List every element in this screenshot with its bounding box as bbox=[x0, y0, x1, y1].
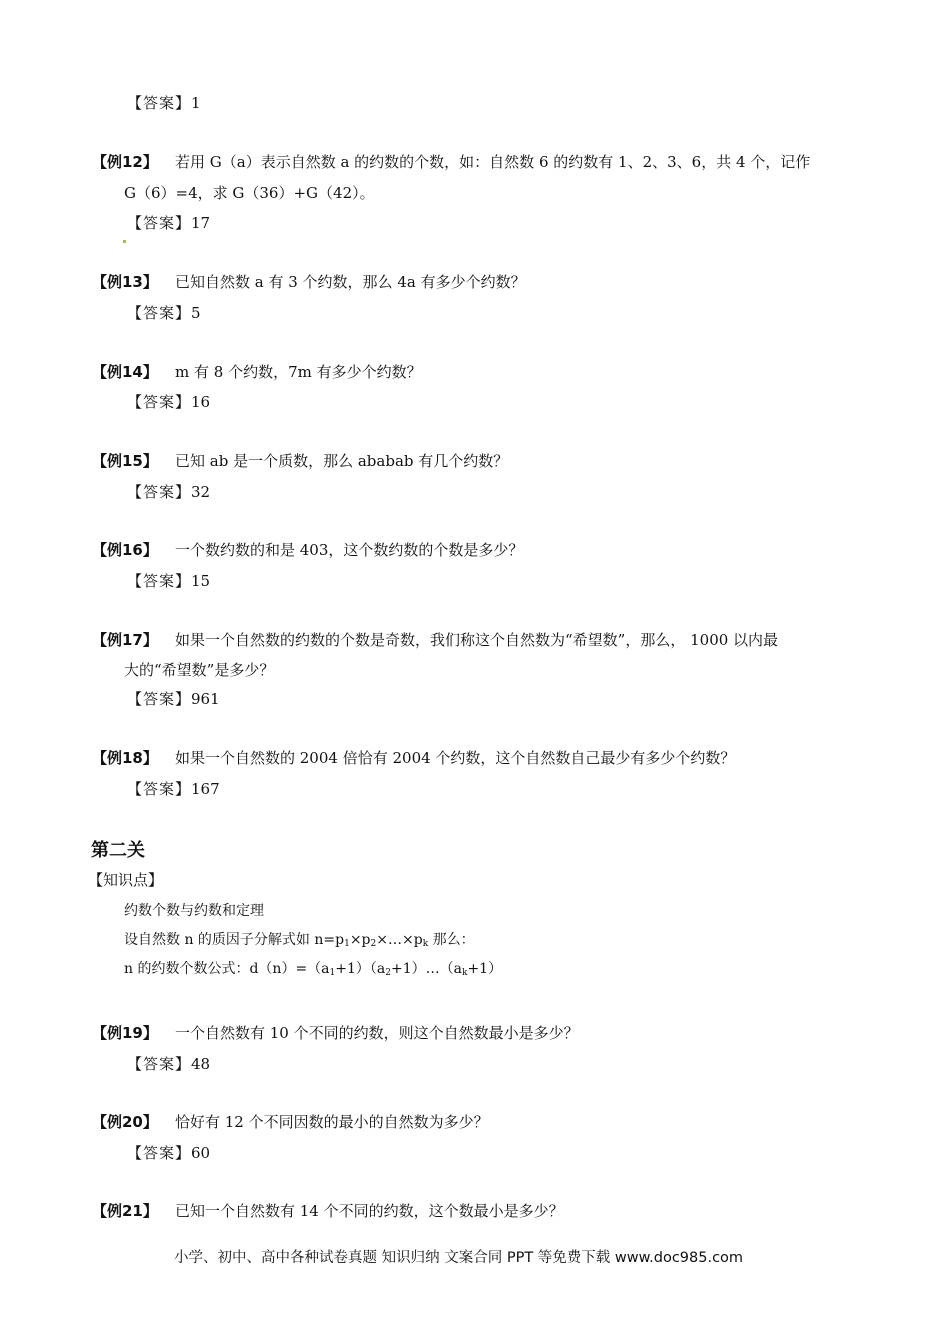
question-13 bbox=[92, 271, 526, 292]
answer-value: 17 bbox=[191, 214, 211, 232]
answer-line bbox=[127, 688, 220, 709]
answer-value: 16 bbox=[191, 393, 211, 411]
question-number: 【例21】 bbox=[92, 1202, 158, 1220]
page-footer: 小学、初中、高中各种试卷真题 知识归纳 文案合同 PPT 等免费下载 www.doc985.com bbox=[174, 1250, 744, 1266]
question-number: 【例20】 bbox=[92, 1113, 158, 1131]
answer-tag: 【答案】 bbox=[127, 572, 192, 590]
answer-line bbox=[127, 1053, 210, 1074]
question-text: 一个自然数有 10 个不同的约数，则这个自然数最小是多少？ bbox=[175, 1024, 579, 1042]
answer-line bbox=[127, 391, 210, 412]
answer-tag: 【答案】 bbox=[127, 214, 192, 232]
knowledge-line-2: 设自然数 n 的质因子分解式如 $n=p_1\times p_2\times\dots\times p_k$ 那么： bbox=[124, 932, 475, 949]
question-number: 【例17】 bbox=[92, 631, 158, 649]
answer-value: 32 bbox=[191, 483, 211, 501]
question-text: 已知一个自然数有 14 个不同的约数，这个数最小是多少？ bbox=[175, 1202, 564, 1220]
answer-line bbox=[127, 92, 201, 113]
answer-tag: 【答案】 bbox=[127, 690, 192, 708]
question-number: 【例18】 bbox=[92, 749, 158, 767]
question-text: m 有 8 个约数，7m 有多少个约数？ bbox=[175, 363, 422, 381]
answer-value: 5 bbox=[191, 304, 201, 322]
answer-tag: 【答案】 bbox=[127, 94, 192, 112]
answer-tag: 【答案】 bbox=[127, 483, 192, 501]
answer-value: 961 bbox=[191, 690, 220, 708]
stray-mark bbox=[123, 240, 126, 243]
question-12 bbox=[92, 151, 811, 172]
answer-tag: 【答案】 bbox=[127, 780, 192, 798]
question-number: 【例15】 bbox=[92, 452, 158, 470]
answer-value: 1 bbox=[191, 94, 201, 112]
question-14 bbox=[92, 361, 422, 382]
answer-tag: 【答案】 bbox=[127, 1144, 192, 1162]
question-text: 若用 G（a）表示自然数 a 的约数的个数，如：自然数 6 的约数有 1、2、3、6，共 4 个，记作 bbox=[175, 153, 811, 171]
question-text: 恰好有 12 个不同因数的最小的自然数为多少？ bbox=[175, 1113, 489, 1131]
question-21 bbox=[92, 1200, 564, 1221]
question-20 bbox=[92, 1111, 489, 1132]
answer-line bbox=[127, 481, 210, 502]
answer-line bbox=[127, 212, 210, 233]
question-text: 一个数约数的和是 403，这个数约数的个数是多少？ bbox=[175, 541, 524, 559]
section-title: 第二关 bbox=[91, 840, 145, 861]
question-number: 【例13】 bbox=[92, 273, 158, 291]
question-16 bbox=[92, 539, 524, 560]
answer-line bbox=[127, 302, 201, 323]
answer-tag: 【答案】 bbox=[127, 1055, 192, 1073]
answer-value: 48 bbox=[191, 1055, 211, 1073]
knowledge-line-3: n 的约数个数公式：$d(n)=(a_1+1)(a_2+1)\dots(a_k+1)$ bbox=[124, 961, 503, 978]
answer-tag: 【答案】 bbox=[127, 393, 192, 411]
question-12-continued: G（6）=4，求 G（36）+G（42）。 bbox=[124, 184, 375, 202]
question-17-continued: 大的“希望数”是多少？ bbox=[124, 661, 275, 679]
question-number: 【例16】 bbox=[92, 541, 158, 559]
question-text: 已知 ab 是一个质数，那么 ababab 有几个约数？ bbox=[175, 452, 509, 470]
answer-value: 15 bbox=[191, 572, 211, 590]
question-number: 【例19】 bbox=[92, 1024, 158, 1042]
question-number: 【例14】 bbox=[92, 363, 158, 381]
question-text: 已知自然数 a 有 3 个约数，那么 4a 有多少个约数？ bbox=[175, 273, 526, 291]
question-17 bbox=[92, 629, 779, 650]
question-text: 如果一个自然数的 2004 倍恰有 2004 个约数，这个自然数自己最少有多少个约数？ bbox=[175, 749, 736, 767]
answer-line bbox=[127, 570, 210, 591]
question-text: 如果一个自然数的约数的个数是奇数，我们称这个自然数为“希望数”，那么， 1000 以内最 bbox=[175, 631, 779, 649]
question-19 bbox=[92, 1022, 579, 1043]
answer-value: 60 bbox=[191, 1144, 211, 1162]
question-18 bbox=[92, 747, 736, 768]
answer-line bbox=[127, 1142, 210, 1163]
question-15 bbox=[92, 450, 509, 471]
knowledge-tag: 【知识点】 bbox=[88, 871, 164, 889]
answer-line bbox=[127, 778, 220, 799]
question-number: 【例12】 bbox=[92, 153, 158, 171]
answer-tag: 【答案】 bbox=[127, 304, 192, 322]
answer-value: 167 bbox=[191, 780, 220, 798]
knowledge-line-1: 约数个数与约数和定理 bbox=[124, 903, 264, 919]
